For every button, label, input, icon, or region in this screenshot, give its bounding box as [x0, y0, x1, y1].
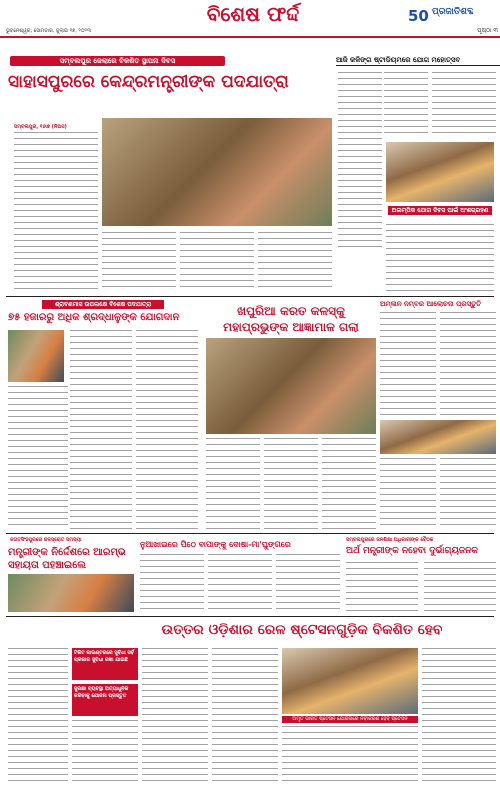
- date-line: ଭୁବନେଶ୍ୱର, ସୋମବାର, ଜୁଲାଇ ୧୭, ୨୦୨୩: [6, 28, 91, 34]
- page-number: ପୃଷ୍ଠା ୩: [477, 27, 498, 34]
- divider-2: [6, 533, 494, 534]
- lower-mid-body-1: [140, 554, 204, 612]
- center-body-3: [322, 438, 376, 530]
- lead-body-col1: [14, 132, 98, 292]
- shravan-body-1: [8, 386, 68, 530]
- lower-headline-mid: ନୁଆଖାଇରେ ପିଠେ ବାପାଙ୍କୁ ଦୋଷା-ମା'ଘୁଙ୍ଗରେ: [140, 540, 291, 549]
- center-body-1: [206, 438, 260, 530]
- lower-headline-left: ମନ୍ତ୍ରୀଙ୍କ ନିର୍ଦ୍ଦେଶରେ ଆରମ୍ଭ ସହାୟତା ପହଞ୍ଚାଇଲେ: [8, 547, 126, 571]
- bottom-caption: ଅମୃତ ଭାରତ ଷ୍ଟେସନ ଯୋଜନାରେ ନବୀକରଣ ହେବ ଷ୍ଟେସନ: [282, 716, 418, 723]
- right-mid-photo: [380, 420, 496, 454]
- lead-dateline: ସମ୍ବଲପୁର, ୧୬ା୭ (ନିଅସ): [14, 124, 67, 130]
- right-top-body-3: [432, 72, 496, 138]
- divider-1: [6, 296, 494, 297]
- lower-mid-body-2: [208, 554, 272, 612]
- shravan-headline: ୭୫ ହଜାରରୁ ଅଧିକ ଶ୍ରଦ୍ଧାଳୁଙ୍କ ଯୋଗଦାନ: [8, 312, 180, 323]
- lower-photo-left: [8, 574, 134, 612]
- lower-kicker-left: ଜଗତସିଂହପୁରରେ ଜଳସ୍ରୋତ ସମସ୍ୟା: [10, 537, 82, 543]
- bottom-body-4: [212, 648, 278, 782]
- lead-body-col2: [102, 232, 176, 292]
- right-top-body-4: [386, 224, 494, 292]
- right-top-body-1: [338, 72, 382, 252]
- center-headline-1: ଖପୁରିଆ କରତ କଳସ୍କୁ: [237, 304, 345, 318]
- right-mid-body-4: [440, 458, 496, 530]
- bottom-body-5: [282, 726, 418, 782]
- right-mid-headline: ଅମ୍ଳାନ ନମ୍ବର ଆଲୋଚନା ପ୍ରସ୍ତୁତି: [380, 300, 482, 308]
- bottom-box-1: ଟିକିଟ କାଉଣ୍ଟରରେ ସୁବିଧା ସର୍ବ ପ୍ରକାର ସୁବିଧା ରଖା ଯାଇଛି: [72, 648, 138, 680]
- right-top-body-2: [384, 72, 428, 138]
- shravan-photo: [8, 330, 64, 382]
- lead-photo: [102, 118, 332, 226]
- right-top-caption: ଅଲମ୍ପିକ ଯୋଗ ଦିବସ ପାଇଁ ଅଂଶଗ୍ରହଣ: [388, 206, 492, 215]
- shravan-body-3: [136, 330, 198, 530]
- lead-kicker: ସମ୍ବଲପୁର ଜେଲାରେ ବିକଶିତ ସ୍ଥାପନା ଦିବସ: [10, 56, 225, 66]
- right-mid-body-3: [380, 458, 436, 530]
- right-mid-body-2: [440, 312, 496, 418]
- lead-headline: ସାହାସପୁରରେ କେନ୍ଦ୍ରମନ୍ତ୍ରୀଙ୍କ ପଦଯାତ୍ରା: [8, 72, 289, 92]
- bottom-body-1: [8, 648, 68, 782]
- logo-number: 50: [408, 7, 429, 25]
- bottom-photo: [282, 648, 418, 714]
- bottom-body-6: [422, 648, 496, 782]
- lower-right-body-1: [346, 562, 418, 612]
- bottom-body-2: [72, 720, 138, 782]
- lead-body-col4: [258, 232, 332, 292]
- section-title: ବିଶେଷ ଫର୍ଦ୍ଦ: [206, 2, 300, 26]
- right-top-headline: ଆଜି କଳିଙ୍ଗ ଷ୍ଟାଡିୟମରେ ଯୋଗ ମହୋତ୍ସବ: [336, 56, 500, 66]
- bottom-body-3: [142, 648, 208, 782]
- paper-name: ପ୍ରଜାତିଶବ୍ଦ: [432, 7, 474, 17]
- center-body-2: [264, 438, 318, 530]
- lower-right-body-2: [424, 562, 496, 612]
- shravan-body-2: [70, 330, 132, 530]
- shravan-kicker: ଶ୍ରାବଣମାସ ଉପଲକ୍ଷେ ବିଶେଷ ପଦଯାତ୍ରା: [42, 300, 164, 309]
- bottom-box-2: ସୁରକ୍ଷା ବ୍ୟବସ୍ଥା ଅତ୍ୟାଧୁନିକ କରିବାକୁ ଯୋଜନା ପ୍ରସ୍ତୁତ: [72, 684, 138, 716]
- lead-body-col3: [180, 232, 254, 292]
- bottom-headline: ଉତ୍ତର ଓଡ଼ିଶାର ରେଳ ଷ୍ଟେସନଗୁଡ଼ିକ ବିକଶିତ ହେବ: [161, 622, 443, 638]
- masthead: [0, 0, 500, 38]
- right-mid-body-1: [380, 312, 436, 418]
- lower-mid-body-3: [276, 554, 340, 612]
- logo: [408, 6, 428, 26]
- right-top-photo: [386, 142, 494, 202]
- center-headline-2: ମହାପ୍ରଭୁଙ୍କ ଆଜ୍ଞାମାଳ ଗଲା: [223, 320, 359, 334]
- center-photo: [206, 338, 376, 434]
- divider-3: [6, 616, 494, 617]
- lower-kicker-right: ସମ୍ବଲପୁରରେ ଜନଶିକ୍ଷା ଅଧିକାରୀଙ୍କ ବୈଠକ: [346, 537, 434, 543]
- lower-headline-right: ଅର୍ଥ ମନ୍ତ୍ରୀଙ୍କ ନହେବା ଦୁର୍ଭାଗ୍ୟଜନକ: [346, 546, 478, 556]
